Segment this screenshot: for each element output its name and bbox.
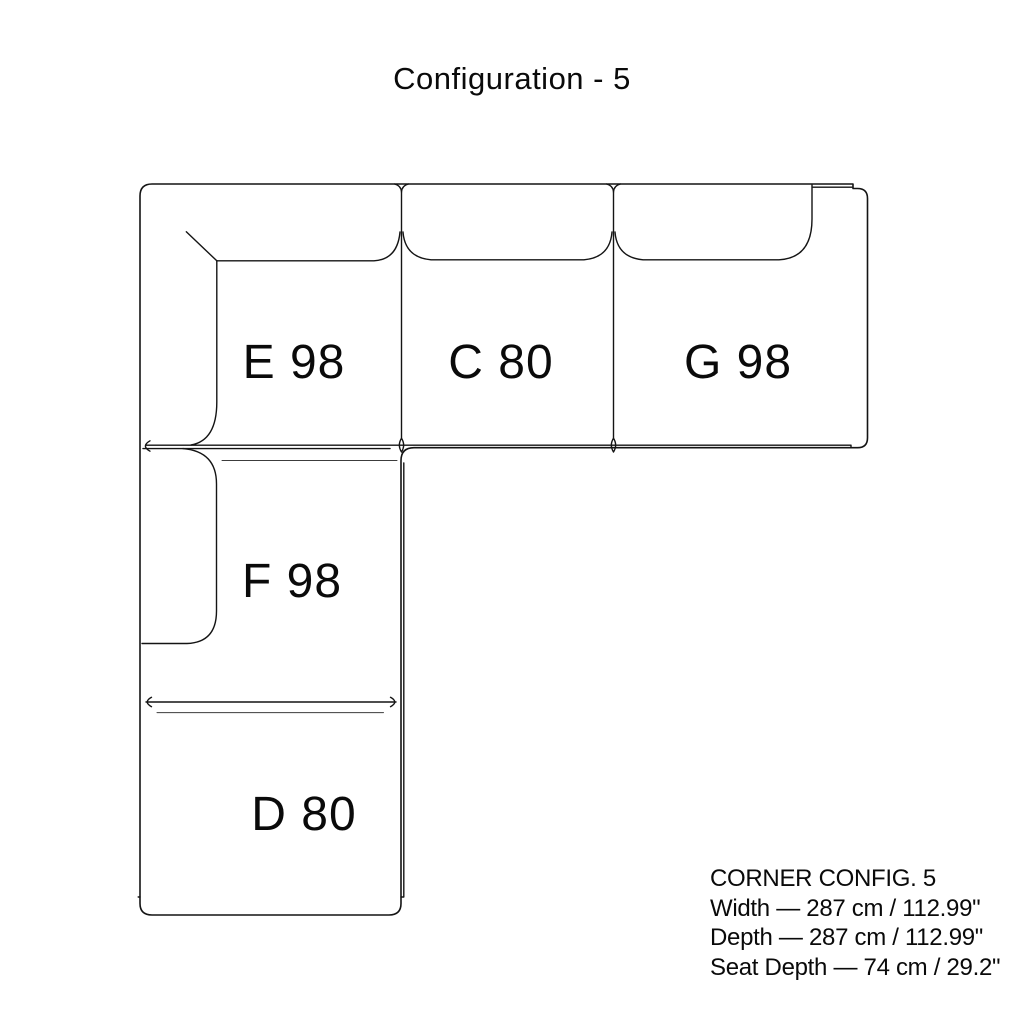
- divider-c80-g98-top-notch: [607, 184, 621, 192]
- spec-block: [710, 864, 1010, 983]
- e98-corner-miter: [186, 232, 217, 261]
- spec-width: Width — 287 cm / 112.99": [710, 894, 981, 922]
- module-label-g98: G 98: [683, 336, 793, 389]
- sofa-outer-contour: [140, 184, 868, 915]
- spec-heading: CORNER CONFIG. 5: [710, 865, 936, 892]
- f98-cushion: [142, 449, 217, 644]
- c80-cushion: [403, 232, 612, 260]
- e98-back-top: [217, 232, 400, 261]
- module-label-f98: F 98: [241, 555, 343, 608]
- sofa-outline: [138, 184, 867, 915]
- module-label-d80: D 80: [251, 788, 357, 841]
- module-labels: [242, 336, 792, 841]
- row-junction-notch-left: [145, 441, 150, 451]
- page-title: Configuration - 5: [393, 61, 631, 96]
- module-label-e98: E 98: [242, 336, 346, 389]
- divider-e98-c80-top-notch: [395, 184, 409, 192]
- g98-cushion: [615, 185, 812, 260]
- e98-back-left: [191, 261, 217, 445]
- module-label-c80: C 80: [448, 336, 554, 389]
- spec-seat-depth: Seat Depth — 74 cm / 29.2": [710, 954, 1001, 982]
- spec-depth: Depth — 287 cm / 112.99": [710, 924, 984, 952]
